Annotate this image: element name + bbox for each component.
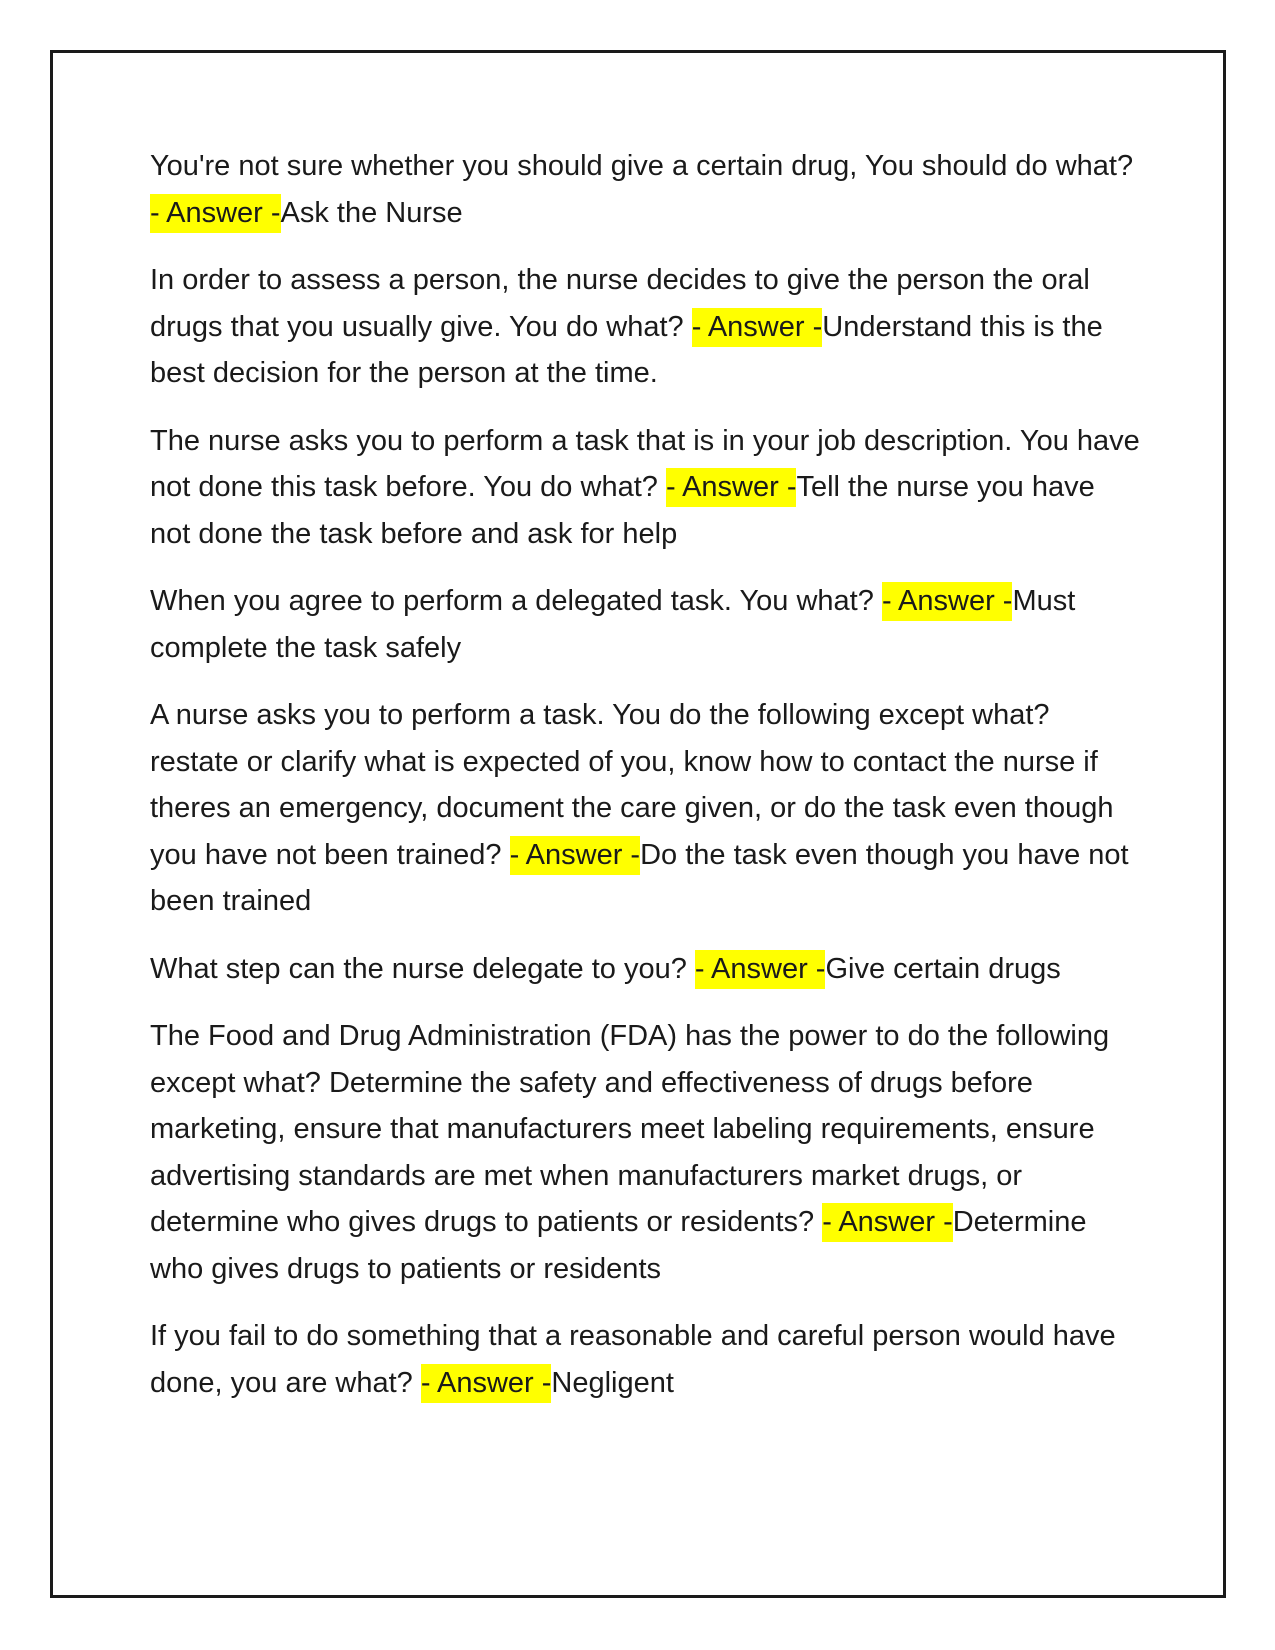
answer-marker: - Answer -	[882, 582, 1013, 621]
qa-item-3	[150, 418, 1140, 558]
question-text: When you agree to perform a delegated task. You what?	[150, 585, 882, 617]
qa-item-8	[150, 1313, 1140, 1406]
qa-item-6	[150, 946, 1140, 993]
answer-text: Give certain drugs	[825, 952, 1061, 985]
question-text: In order to assess a person, the nurse decides to give the person the oral drugs that you usually give. You do what?	[150, 264, 1090, 343]
answer-text: Negligent	[551, 1366, 674, 1399]
answer-marker: - Answer -	[421, 1364, 552, 1403]
answer-marker: - Answer -	[822, 1203, 953, 1242]
qa-item-2	[150, 257, 1140, 397]
qa-item-4	[150, 578, 1140, 671]
answer-text: Tell the nurse you have not done the task before and ask for help	[150, 471, 1095, 550]
answer-text: Must complete the task safely	[150, 585, 1076, 664]
answer-marker: - Answer -	[666, 468, 797, 507]
question-text: If you fail to do something that a reasonable and careful person would have done, you are what?	[150, 1320, 1116, 1399]
answer-text: Do the task even though you have not been trained	[150, 838, 1129, 917]
answer-text: Understand this is the best decision for the person at the time.	[150, 310, 1103, 389]
question-text: The nurse asks you to perform a task that is in your job description. You have not done this task before. You do what?	[150, 424, 1140, 503]
answer-marker: - Answer -	[695, 950, 826, 989]
question-text: What step can the nurse delegate to you?	[150, 952, 695, 985]
document-body	[150, 143, 1140, 1427]
qa-item-7	[150, 1013, 1140, 1292]
answer-text: Ask the Nurse	[280, 196, 463, 229]
answer-marker: - Answer -	[692, 308, 823, 347]
qa-item-5	[150, 692, 1140, 925]
qa-item-1	[150, 143, 1140, 236]
answer-marker: - Answer -	[150, 194, 281, 233]
question-text: You're not sure whether you should give a certain drug, You should do what?	[150, 150, 1134, 182]
question-text: A nurse asks you to perform a task. You do the following except what? restate or clarify what is expected of you, know how to contact the nurse if theres an emergency, document the care given, or do the task even though you have not been trained?	[150, 699, 1114, 871]
answer-marker: - Answer -	[510, 836, 641, 875]
question-text: The Food and Drug Administration (FDA) has the power to do the following except what? Determine the safety and effectiveness of drugs before marketing, ensure that manufacturers meet labeling requirements, ensure advertising standards are met when manufacturers market drugs, or determine who gives drugs to patients or residents?	[150, 1020, 1110, 1238]
answer-text: Determine who gives drugs to patients or residents	[150, 1206, 1087, 1285]
